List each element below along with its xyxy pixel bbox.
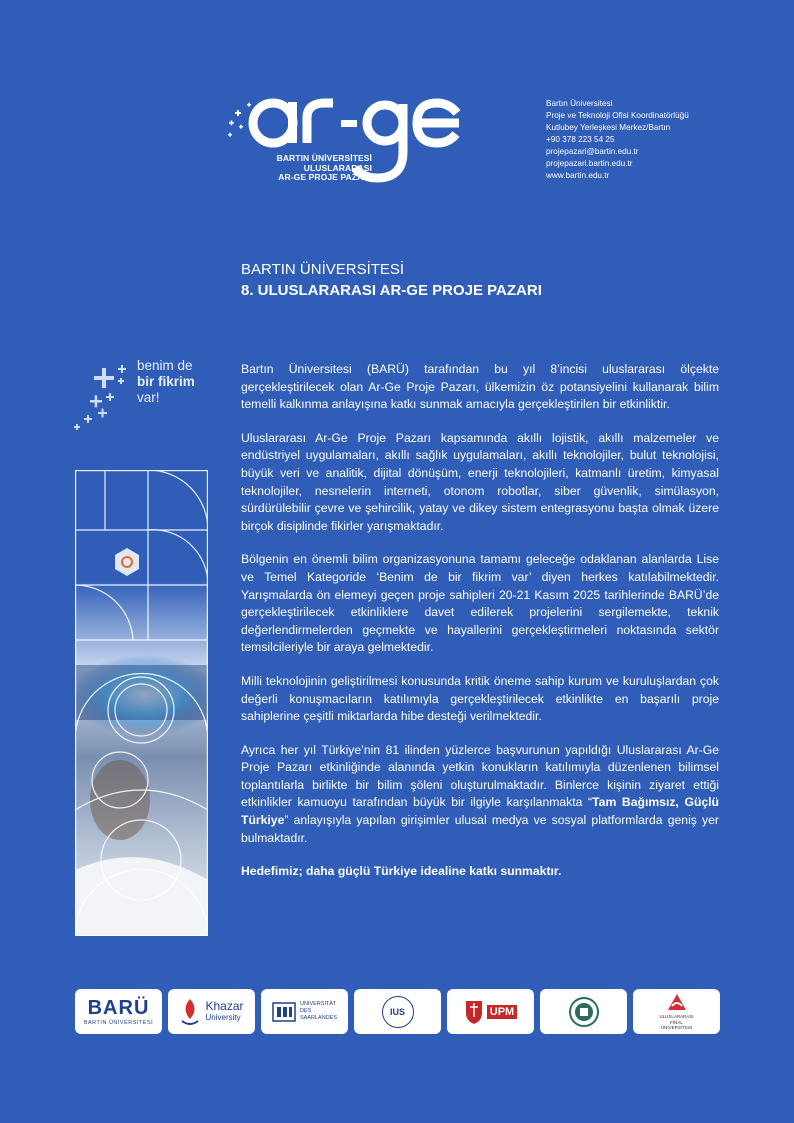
khazar-emblem-icon [179, 997, 201, 1027]
contact-line: Kutlubey Yerleşkesi Merkez/Bartın [546, 123, 671, 132]
paragraph-text: ” anlayışıyla yapılan girişimler ulusal medya ve sosyal platformlarda geniş yer bulmaktadır. [241, 813, 719, 845]
paragraph: Uluslararası Ar-Ge Proje Pazarı kapsamında akıllı lojistik, akıllı malzemeler ve endüstriyel uygulamaları, akıllı sağlık uygulamaları, akıllı teknolojiler, bulut teknolojisi, büyük veri ve analitik, dijital dönüşüm, enerji teknolojileri, katmanlı üretim, kimyasal teknolojiler, nesnelerin interneti, otonom robotlar, siber güvenlik, simülasyon, sürdürülebilir çevre ve şehircilik, yatay ve dikey sistem entegrasyonu başta olmak üzere birçok disiplinde fikirler yarışmaktadır. [241, 430, 719, 533]
saarland-emblem-icon [271, 999, 297, 1025]
university-seal-icon [568, 996, 600, 1028]
partner-name: IUS [389, 1006, 405, 1017]
partner-logo-ius [354, 989, 441, 1034]
partner-logo-khazar [168, 989, 255, 1034]
partner-logo-saarland [261, 989, 348, 1034]
contact-line: Bartın Üniversitesi [546, 99, 613, 108]
contact-block [546, 98, 689, 182]
logo-subtitle-line: ULUSLARARASI [303, 162, 372, 173]
final-university-emblem-icon [664, 992, 690, 1012]
partner-name: BARÜ [87, 997, 150, 1019]
title-line-1: BARTIN ÜNİVERSİTESİ [241, 261, 405, 278]
partner-logo-final [633, 989, 720, 1034]
partner-logo-upm [447, 989, 534, 1034]
partner-sub: University [205, 1012, 241, 1022]
contact-website[interactable]: projepazari.bartin.edu.tr [546, 159, 633, 168]
partner-name: ULUSLARARASI FİNAL ÜNİVERSİTESİ [659, 1014, 694, 1031]
partner-name: Khazar [205, 998, 244, 1013]
slogan-line: benim de [137, 358, 193, 373]
slogan-emphasis: Tam Bağımsız, Güçlü Türkiye [241, 795, 719, 828]
paragraph: Bartın Üniversitesi (BARÜ) tarafından bu yıl 8’incisi uluslararası ölçekte gerçekleştirilecek olan Ar-Ge Proje Pazarı, ülkemizin öz potansiyelini kullanarak bilim temelli kalkınma anlayışına katkı sunmak amacıyla gerçekleştirilen bir etkinliktir. [241, 362, 719, 412]
title-line-2: 8. ULUSLARARASI AR-GE PROJE PAZARI [241, 282, 542, 299]
partner-logos [75, 989, 720, 1034]
partner-sub: BARTIN ÜNİVERSİTESİ [83, 1020, 154, 1026]
page-title [241, 259, 542, 301]
partner-logo-baru [75, 989, 162, 1034]
slogan [137, 358, 195, 406]
article-body [241, 361, 719, 897]
vr-headset-illustration [75, 470, 208, 936]
logo-subtitle [262, 154, 372, 183]
logo-subtitle-line: AR-GE PROJE PAZARI [278, 172, 372, 182]
contact-website[interactable]: www.bartin.edu.tr [546, 171, 610, 180]
slogan-line: var! [137, 390, 160, 405]
contact-phone: +90 378 223 54 25 [546, 135, 615, 144]
upm-crest-icon [464, 999, 484, 1025]
slogan-line: bir fikrim [137, 374, 195, 389]
partner-name: UNIVERSITÄT DES SAARLANDES [300, 1001, 337, 1021]
paragraph: Milli teknolojinin geliştirilmesi konusunda kritik öneme sahip kurum ve kuruluşlardan çok değerli konuşmacıların katılımıyla gerçekleştirilecek etkinlikte en başarılı proje sahiplerine çeşitli miktarlarda hibe desteği verilmektedir. [241, 673, 719, 724]
logo-subtitle-line: BARTIN ÜNİVERSİTESİ [276, 153, 372, 163]
partner-logo-seal [540, 989, 627, 1034]
paragraph-text: Ayrıca her yıl Türkiye’nin 81 ilinden yüzlerce başvurunun yapıldığı Uluslararası Ar-Ge Proje Pazarı etkinliğinde alanında yetkin konukların katılımıyla düzenlenen bilimsel toplantılarla birlikte bir bilim şöleni oluşturulmaktadır. Binlerce kişinin ziyaret ettiği etkinlikler kamuoyu tarafından büyük bir ilgiyle karşılanmakta “ [241, 742, 719, 810]
paragraph [241, 742, 719, 848]
contact-line: Proje ve Teknoloji Ofisi Koordinatörlüğü [546, 111, 689, 120]
closing-statement: Hedefimiz; daha güçlü Türkiye idealine katkı sunmaktır. [241, 864, 562, 879]
contact-email[interactable]: projepazari@bartin.edu.tr [546, 147, 639, 156]
paragraph: Bölgenin en önemli bilim organizasyonuna tamamı geleceğe odaklanan alanlarda Lise ve Temel Kategoride ‘Benim de bir fikrim var’ diyen herkes katılabilmektedir. Yarışmalarda ön elemeyi geçen proje sahipleri 20-21 Kasım 2025 tarihlerinde BARÜ’de gerçekleştirilecek etkinliklere davet edilerek projelerini sergilemekte, teknik değerlendirmelerden geçmekte ve hayallerini gerçekleştirmeleri noktasında sektör temsilcileriyle bir araya gelmektedir. [241, 552, 719, 655]
partner-name: UPM [487, 1005, 517, 1019]
